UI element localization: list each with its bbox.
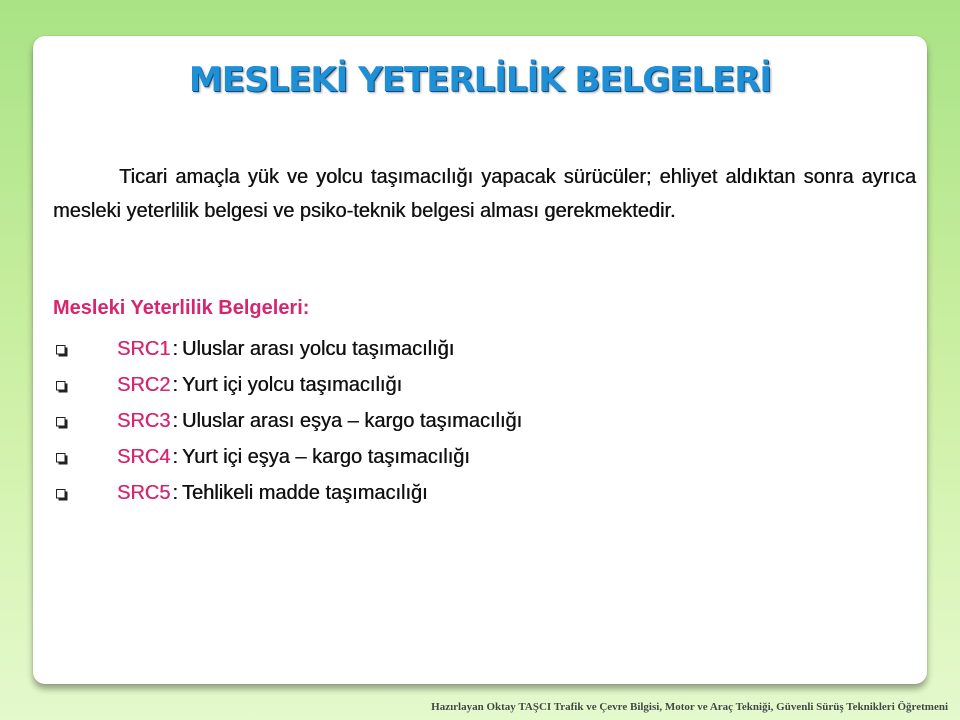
- separator: :: [172, 482, 178, 504]
- list-item-text: [117, 370, 402, 400]
- list-item-text: [117, 478, 428, 508]
- square-bullet-icon: [56, 417, 68, 429]
- src-code: SRC2: [117, 374, 171, 396]
- list-item-text: [117, 406, 522, 436]
- list-item-text: [117, 442, 470, 472]
- intro-paragraph: Ticari amaçla yük ve yolcu taşımacılığı yapacak sürücüler; ehliyet aldıktan sonra ayrıca mesleki yeterlilik belgesi ve psiko-teknik belgesi alması gerekmektedir.: [53, 166, 916, 222]
- square-bullet-icon: [56, 381, 68, 393]
- item-description: Yurt içi yolcu taşımacılığı: [181, 374, 402, 396]
- src-code: SRC3: [117, 410, 171, 432]
- slide-title: MESLEKİ YETERLİLİK BELGELERİ: [188, 60, 772, 100]
- item-description: Uluslar arası yolcu taşımacılığı: [181, 338, 455, 360]
- item-description: Tehlikeli madde taşımacılığı: [181, 482, 428, 504]
- src-code: SRC5: [117, 482, 171, 504]
- list-heading: Mesleki Yeterlilik Belgeleri:: [53, 297, 310, 319]
- square-bullet-icon: [56, 345, 68, 357]
- list-item-text: [117, 334, 454, 364]
- src-code: SRC4: [117, 446, 171, 468]
- item-description: Yurt içi eşya – kargo taşımacılığı: [181, 446, 470, 468]
- separator: :: [172, 374, 178, 396]
- separator: :: [172, 338, 178, 360]
- separator: :: [172, 410, 178, 432]
- square-bullet-icon: [56, 453, 68, 465]
- footer-credit: Hazırlayan Oktay TAŞCI Trafik ve Çevre Bilgisi, Motor ve Araç Tekniği, Güvenli Sürüş Teknikleri Öğretmeni: [431, 701, 948, 713]
- square-bullet-icon: [56, 489, 68, 501]
- separator: :: [172, 446, 178, 468]
- src-code: SRC1: [117, 338, 171, 360]
- item-description: Uluslar arası eşya – kargo taşımacılığı: [181, 410, 523, 432]
